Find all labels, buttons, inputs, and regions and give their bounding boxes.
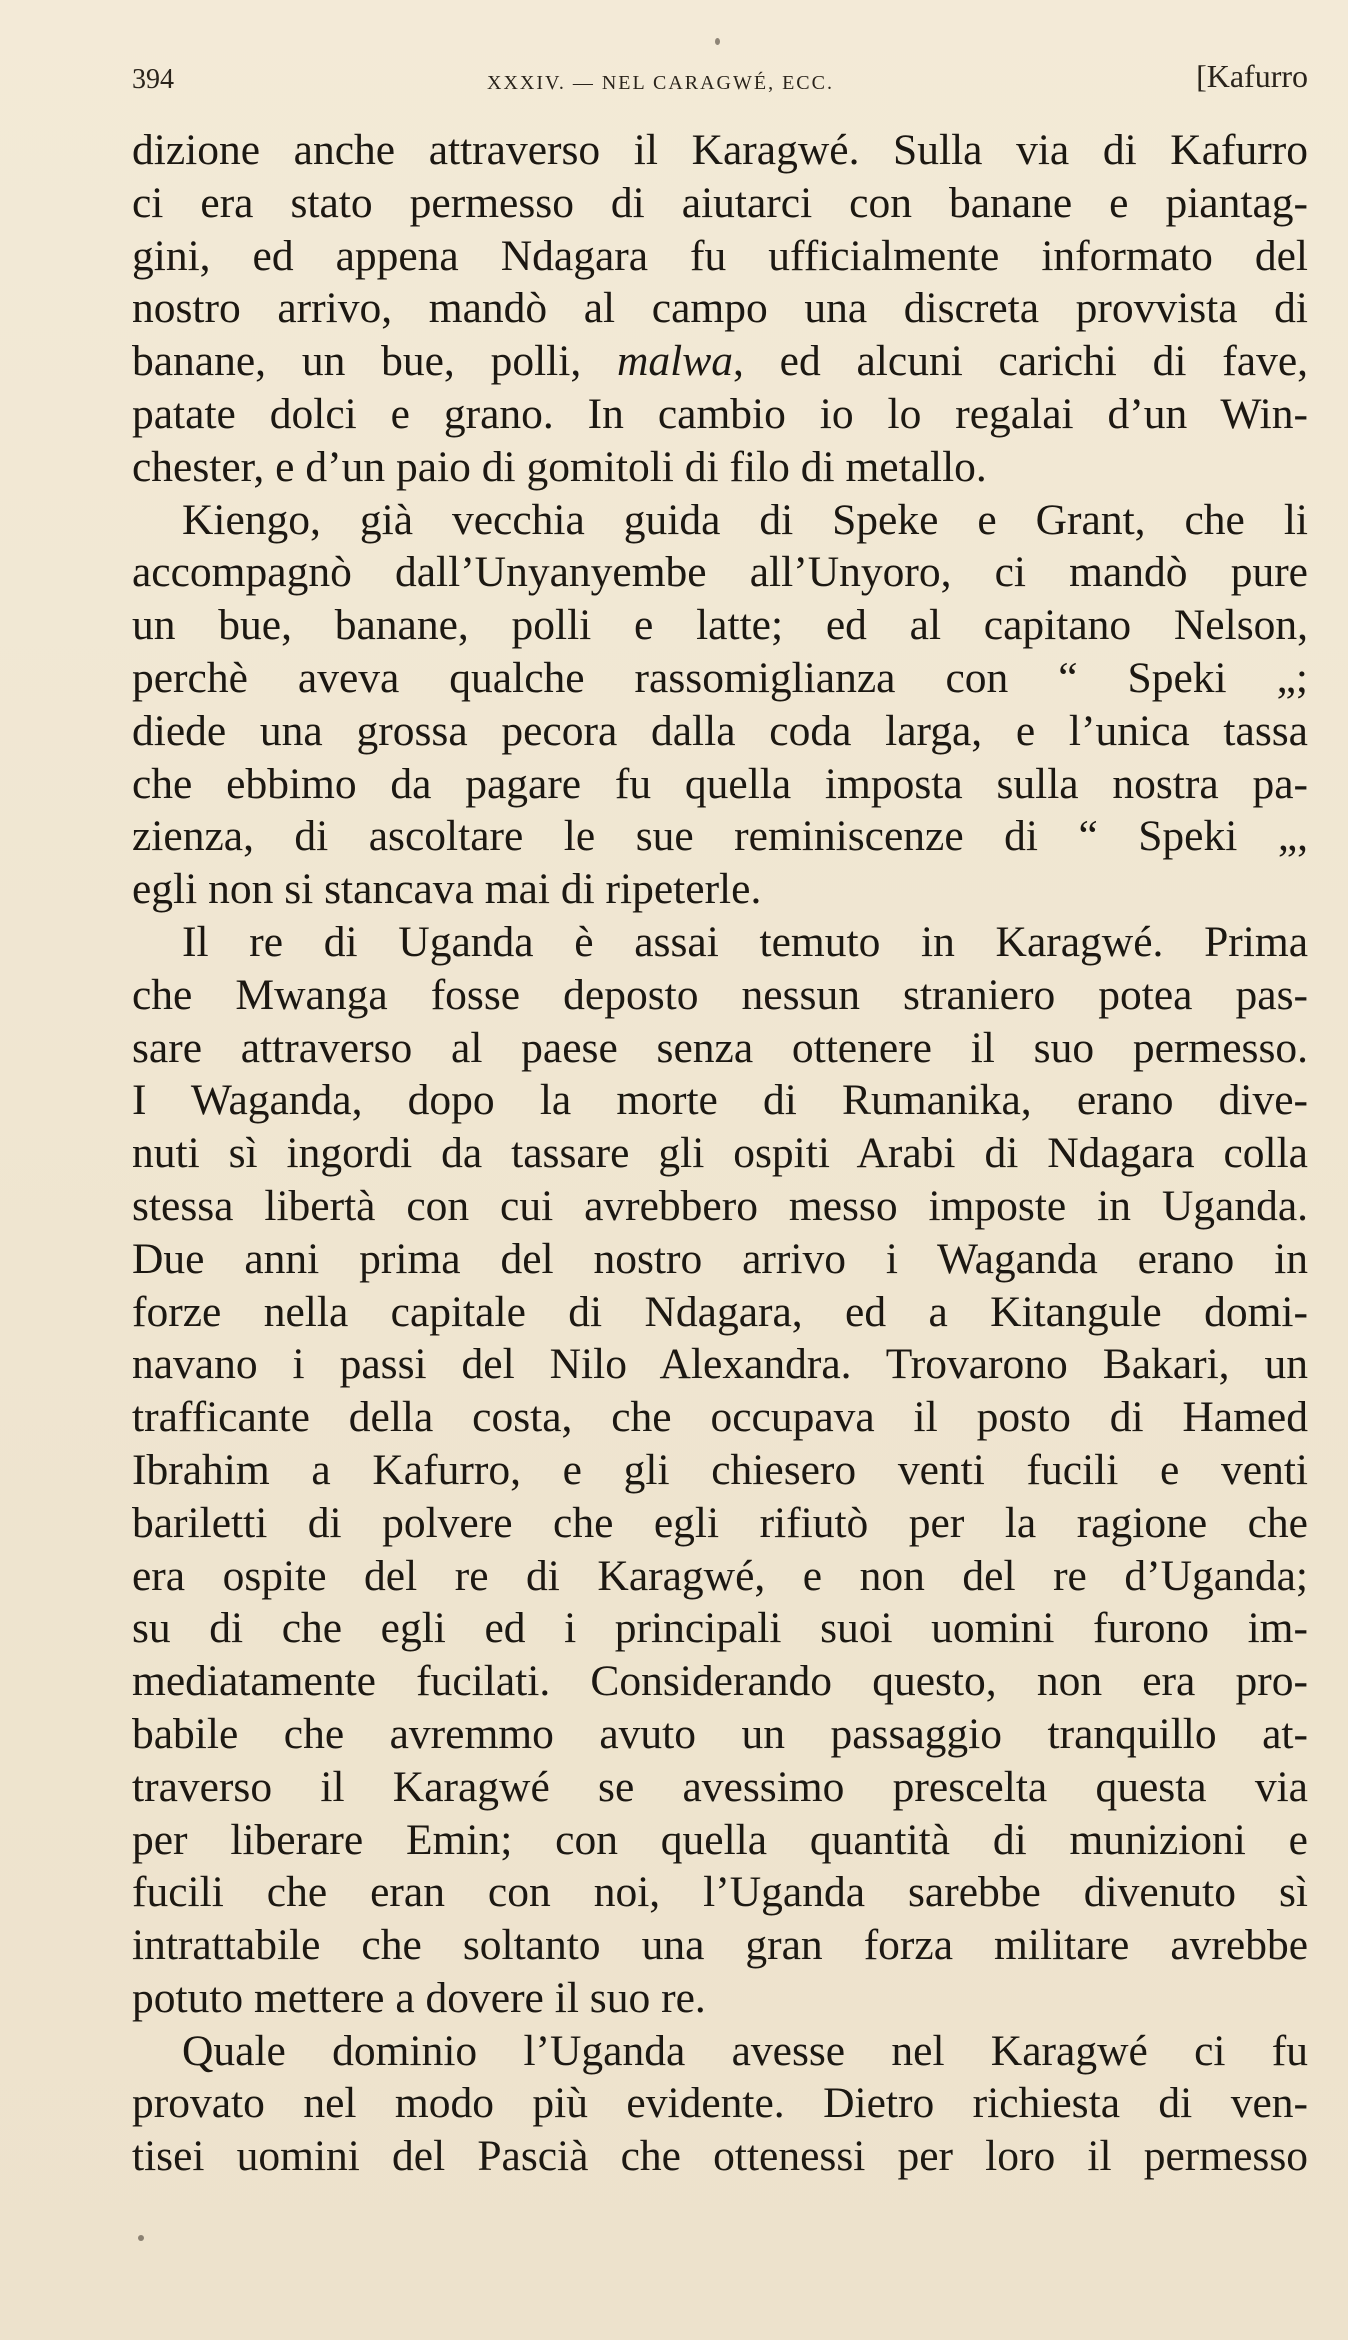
text-fragment: , ed alcuni carichi di fave, (733, 337, 1308, 386)
text-line: nostro arrivo, mandò al campo una discreta provvista di (132, 284, 1308, 333)
text-line: accompagnò dall’Unyanyembe all’Unyoro, ci mandò pure (132, 548, 1308, 597)
ink-speck (138, 2235, 144, 2241)
running-title: XXXIV. — NEL CARAGWÉ, ECC. (487, 72, 834, 94)
text-line: Due anni prima del nostro arrivo i Waganda erano in (132, 1234, 1308, 1283)
text-line: che Mwanga fosse deposto nessun straniero potea pas- (132, 970, 1308, 1019)
text-line: mediatamente fucilati. Considerando questo, non era pro- (132, 1657, 1308, 1706)
text-line: un bue, banane, polli e latte; ed al capitano Nelson, (132, 601, 1308, 650)
ink-speck (715, 38, 720, 45)
text-line: zienza, di ascoltare le sue reminiscenze di “ Speki „, (132, 812, 1308, 861)
paragraph-first-line: Kiengo, già vecchia guida di Speke e Grant, che li (182, 495, 1308, 544)
text-fragment: banane, un bue, polli, (132, 337, 617, 386)
text-line: perchè aveva qualche rassomiglianza con “ Speki „; (132, 653, 1308, 702)
text-line: diede una grossa pecora dalla coda larga, e l’unica tassa (132, 706, 1308, 755)
text-line: nuti sì ingordi da tassare gli ospiti Arabi di Ndagara colla (132, 1129, 1308, 1178)
text-line: egli non si stancava mai di ripeterle. (132, 865, 762, 914)
text-line: Ibrahim a Kafurro, e gli chiesero venti fucili e venti (132, 1445, 1308, 1494)
text-line: per liberare Emin; con quella quantità di munizioni e (132, 1815, 1308, 1864)
text-line: traverso il Karagwé se avessimo prescelta questa via (132, 1762, 1308, 1811)
text-line: patate dolci e grano. In cambio io lo regalai d’un Win- (132, 389, 1308, 438)
text-line: che ebbimo da pagare fu quella imposta sulla nostra pa- (132, 759, 1308, 808)
text-line: intrattabile che soltanto una gran forza militare avrebbe (132, 1921, 1308, 1970)
text-line: I Waganda, dopo la morte di Rumanika, erano dive- (132, 1076, 1308, 1125)
text-line: era ospite del re di Karagwé, e non del re d’Uganda; (132, 1551, 1308, 1600)
text-line: gini, ed appena Ndagara fu ufficialmente informato del (132, 231, 1308, 280)
page-number: 394 (132, 64, 174, 95)
text-line: ci era stato permesso di aiutarci con banane e piantag- (132, 178, 1308, 227)
text-line: dizione anche attraverso il Karagwé. Sulla via di Kafurro (132, 126, 1308, 174)
body-text (132, 124, 1308, 2183)
text-line: su di che egli ed i principali suoi uomini furono im- (132, 1604, 1308, 1653)
text-line: forze nella capitale di Ndagara, ed a Kitangule domi- (132, 1287, 1308, 1336)
text-line: stessa libertà con cui avrebbero messo imposte in Uganda. (132, 1181, 1308, 1230)
text-line (132, 335, 1308, 388)
text-line: navano i passi del Nilo Alexandra. Trovarono Bakari, un (132, 1340, 1308, 1389)
text-line: trafficante della costa, che occupava il posto di Hamed (132, 1393, 1308, 1442)
text-line: sare attraverso al paese senza ottenere il suo permesso. (132, 1023, 1308, 1072)
text-line: bariletti di polvere che egli rifiutò per la ragione che (132, 1498, 1308, 1547)
paragraph-first-line: Quale dominio l’Uganda avesse nel Karagwé ci fu (182, 2026, 1308, 2075)
italic-term: malwa (616, 337, 733, 386)
text-line: fucili che eran con noi, l’Uganda sarebbe divenuto sì (132, 1868, 1308, 1917)
text-line: chester, e d’un paio di gomitoli di filo di metallo. (132, 442, 987, 491)
text-line: tisei uomini del Pascià che ottenessi per loro il permesso (132, 2132, 1308, 2181)
section-marker: [Kafurro (1196, 58, 1308, 94)
text-line: potuto mettere a dovere il suo re. (132, 1973, 706, 2022)
page-header (132, 58, 1308, 106)
text-line: babile che avremmo avuto un passaggio tranquillo at- (132, 1709, 1308, 1758)
paragraph-first-line: Il re di Uganda è assai temuto in Karagwé. Prima (182, 917, 1308, 966)
text-line: provato nel modo più evidente. Dietro richiesta di ven- (132, 2079, 1308, 2128)
